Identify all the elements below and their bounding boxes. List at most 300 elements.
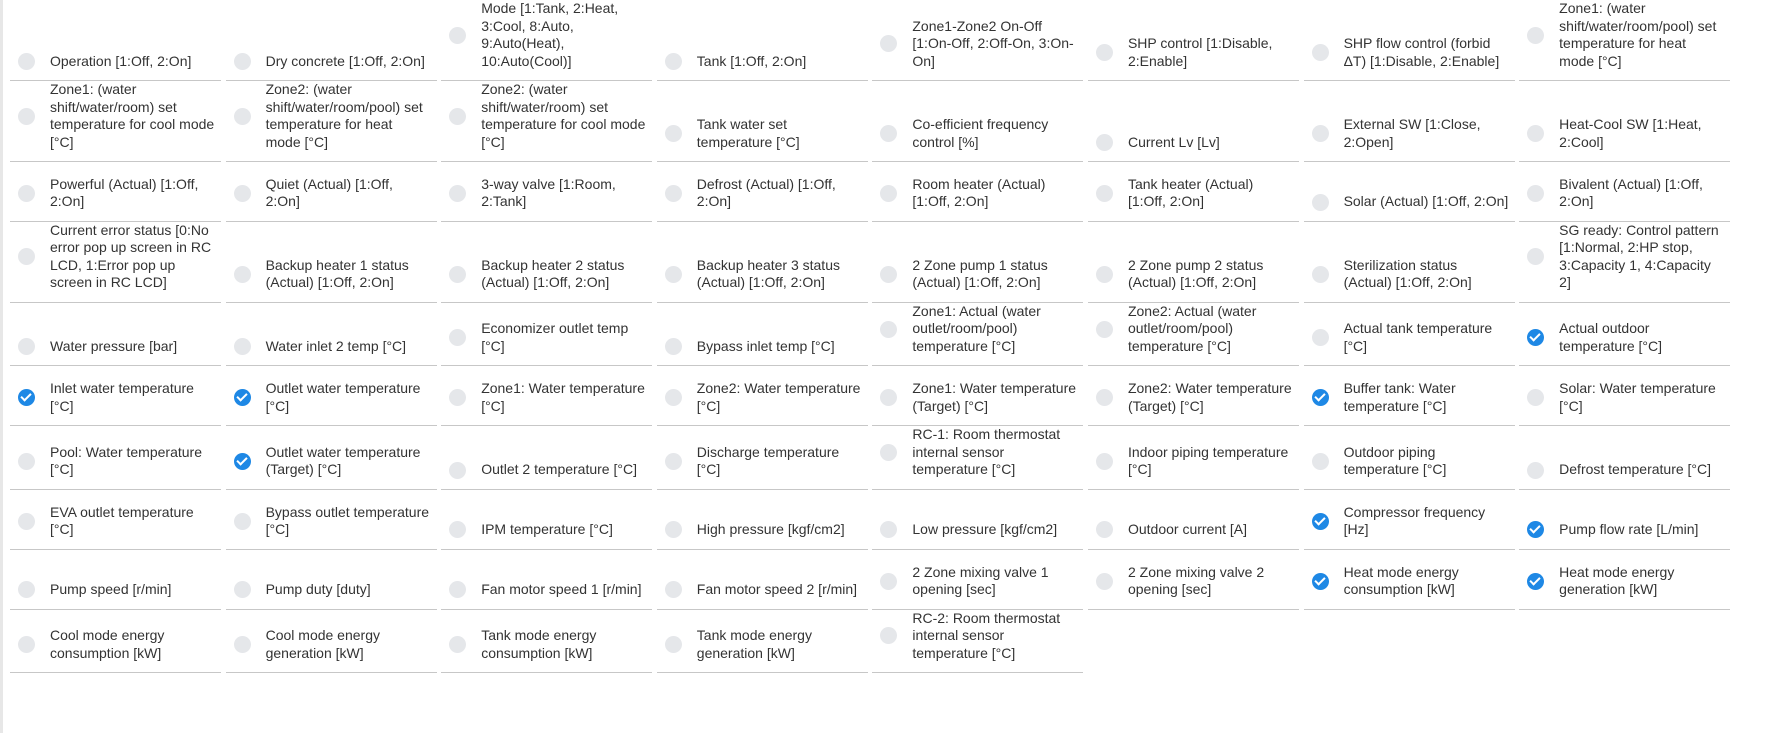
checkbox-option[interactable] xyxy=(10,81,221,162)
checkbox-label: Current Lv [Lv] xyxy=(1127,133,1220,150)
checkbox-row xyxy=(1088,303,1299,356)
checkbox-row xyxy=(657,521,851,539)
checkbox-option[interactable] xyxy=(1519,81,1730,162)
checkbox-option[interactable] xyxy=(441,490,652,550)
checkbox-label: Current error status [0:No error pop up screen in RC LCD, 1:Error pop up screen in RC LCD] xyxy=(50,221,212,291)
checkbox-row xyxy=(441,0,652,70)
unchecked-checkbox-icon[interactable] xyxy=(880,444,897,461)
checkbox-row xyxy=(1088,521,1253,539)
checkbox-row xyxy=(872,303,1083,356)
unchecked-checkbox-icon[interactable] xyxy=(880,35,897,52)
unchecked-checkbox-icon[interactable] xyxy=(1312,44,1329,61)
checkbox-option[interactable] xyxy=(10,303,221,367)
unchecked-checkbox-icon[interactable] xyxy=(234,636,251,653)
unchecked-checkbox-icon[interactable] xyxy=(1096,573,1113,590)
unchecked-checkbox-icon[interactable] xyxy=(665,521,682,538)
checkbox-option[interactable] xyxy=(872,0,1083,81)
checkbox-option[interactable] xyxy=(1304,490,1515,550)
checkbox-label: Fan motor speed 2 [r/min] xyxy=(696,581,858,598)
checkbox-row xyxy=(657,176,868,211)
checkbox-row xyxy=(657,380,868,415)
checkbox-row xyxy=(441,176,652,211)
checkbox-row xyxy=(872,116,1083,151)
checkbox-row xyxy=(441,81,652,151)
checkbox-row xyxy=(226,504,437,539)
checkbox-label: Zone2: Actual (water outlet/room/pool) temperature [°C] xyxy=(1127,302,1257,354)
checkbox-label: IPM temperature [°C] xyxy=(481,521,613,538)
checkbox-option[interactable] xyxy=(1304,222,1515,303)
checkbox-option[interactable] xyxy=(1088,303,1299,367)
checkbox-label: 3-way valve [1:Room, 2:Tank] xyxy=(481,175,616,210)
checkbox-row xyxy=(10,53,197,71)
unchecked-checkbox-icon[interactable] xyxy=(18,108,35,125)
checkbox-label: SHP flow control (forbid ΔT) [1:Disable, 2:Enable] xyxy=(1343,35,1500,69)
checkbox-label: Backup heater 2 status (Actual) [1:Off, 2:On] xyxy=(481,256,625,291)
checkbox-label: Defrost (Actual) [1:Off, 2:On] xyxy=(696,175,836,210)
checkbox-row xyxy=(1088,380,1299,415)
checkbox-label: Outdoor piping temperature [°C] xyxy=(1343,443,1447,478)
checkbox-row xyxy=(441,380,652,415)
checkbox-row xyxy=(872,426,1083,479)
checkbox-row xyxy=(657,581,863,599)
checkbox-row xyxy=(10,81,221,151)
checkbox-label: RC-1: Room thermostat internal sensor temperature [°C] xyxy=(912,426,1061,478)
checkbox-option[interactable] xyxy=(441,162,652,222)
unchecked-checkbox-icon[interactable] xyxy=(449,636,466,653)
checkbox-option[interactable] xyxy=(10,366,221,426)
checkbox-label: Indoor piping temperature [°C] xyxy=(1127,443,1289,478)
checkbox-label: Discharge temperature [°C] xyxy=(696,443,840,478)
unchecked-checkbox-icon[interactable] xyxy=(234,53,251,70)
checkbox-label: Pump duty [duty] xyxy=(265,581,371,598)
checkbox-option[interactable] xyxy=(1088,426,1299,490)
checkbox-option[interactable] xyxy=(657,81,868,162)
checked-checkbox-icon[interactable] xyxy=(1527,521,1544,538)
checkbox-option[interactable] xyxy=(872,490,1083,550)
checkbox-option[interactable] xyxy=(1519,366,1730,426)
checkbox-row xyxy=(1304,564,1515,599)
unchecked-checkbox-icon[interactable] xyxy=(18,53,35,70)
checkbox-row xyxy=(1304,504,1515,539)
checkbox-label: Bivalent (Actual) [1:Off, 2:On] xyxy=(1559,175,1703,210)
checkbox-row xyxy=(1304,116,1515,151)
checkbox-label: RC-2: Room thermostat internal sensor temperature [°C] xyxy=(912,609,1061,661)
checkbox-row xyxy=(10,176,221,211)
checkbox-row xyxy=(872,176,1083,211)
checked-checkbox-icon[interactable] xyxy=(234,389,251,406)
checkbox-label: Cool mode energy generation [kW] xyxy=(265,627,380,661)
checkbox-label: EVA outlet temperature [°C] xyxy=(50,503,194,538)
unchecked-checkbox-icon[interactable] xyxy=(1096,389,1113,406)
checkbox-option[interactable] xyxy=(10,426,221,490)
checkbox-row xyxy=(1088,444,1299,479)
checkbox-row xyxy=(1088,134,1226,152)
checkbox-label: SG ready: Control pattern [1:Normal, 2:HP stop, 3:Capacity 1, 4:Capacity 2] xyxy=(1559,221,1719,291)
checkbox-option[interactable] xyxy=(1088,490,1299,550)
checkbox-row xyxy=(1519,116,1730,151)
checkbox-option[interactable] xyxy=(872,426,1083,490)
unchecked-checkbox-icon[interactable] xyxy=(665,53,682,70)
unchecked-checkbox-icon[interactable] xyxy=(880,389,897,406)
checkbox-label: Zone1: Actual (water outlet/room/pool) temperature [°C] xyxy=(912,302,1041,354)
checkbox-row xyxy=(1088,35,1299,70)
unchecked-checkbox-icon[interactable] xyxy=(880,185,897,202)
checkbox-option[interactable] xyxy=(657,366,868,426)
checkbox-option[interactable] xyxy=(441,81,652,162)
checked-checkbox-icon[interactable] xyxy=(1312,573,1329,590)
unchecked-checkbox-icon[interactable] xyxy=(665,185,682,202)
checkbox-option[interactable] xyxy=(657,222,868,303)
checkbox-row xyxy=(441,581,647,599)
checkbox-row xyxy=(1519,320,1730,355)
checkbox-row xyxy=(1304,380,1515,415)
checkbox-option[interactable] xyxy=(872,303,1083,367)
checkbox-option[interactable] xyxy=(657,550,868,610)
unchecked-checkbox-icon[interactable] xyxy=(18,636,35,653)
checkbox-row xyxy=(226,81,437,151)
checkbox-option[interactable] xyxy=(441,550,652,610)
unchecked-checkbox-icon[interactable] xyxy=(1096,266,1113,283)
checkbox-row xyxy=(872,18,1083,71)
checkbox-label: Tank heater (Actual) [1:Off, 2:On] xyxy=(1127,175,1254,210)
checkbox-row xyxy=(657,627,868,662)
checkbox-label: Tank mode energy generation [kW] xyxy=(696,627,812,661)
unchecked-checkbox-icon[interactable] xyxy=(1096,521,1113,538)
unchecked-checkbox-icon[interactable] xyxy=(665,581,682,598)
checkbox-option[interactable] xyxy=(657,610,868,674)
checkbox-row xyxy=(226,380,437,415)
checkbox-label: Zone2: Water temperature [°C] xyxy=(696,380,861,414)
unchecked-checkbox-icon[interactable] xyxy=(18,513,35,530)
checkbox-row xyxy=(441,521,619,539)
unchecked-checkbox-icon[interactable] xyxy=(1096,321,1113,338)
unchecked-checkbox-icon[interactable] xyxy=(449,389,466,406)
checkbox-label: Water pressure [bar] xyxy=(50,337,178,354)
unchecked-checkbox-icon[interactable] xyxy=(234,581,251,598)
checkbox-option[interactable] xyxy=(1519,303,1730,367)
checkbox-label: Zone2: (water shift/water/room) set temperature for cool mode [°C] xyxy=(481,81,646,150)
checkbox-option[interactable] xyxy=(10,222,221,303)
checkbox-option[interactable] xyxy=(226,610,437,674)
unchecked-checkbox-icon[interactable] xyxy=(665,266,682,283)
checkbox-row xyxy=(441,461,643,479)
unchecked-checkbox-icon[interactable] xyxy=(449,185,466,202)
checkbox-option[interactable] xyxy=(1088,366,1299,426)
checkbox-option[interactable] xyxy=(657,162,868,222)
checkbox-label: Sterilization status (Actual) [1:Off, 2:On] xyxy=(1343,256,1472,291)
checkbox-option[interactable] xyxy=(1519,162,1730,222)
checkbox-option[interactable] xyxy=(441,610,652,674)
checkbox-option[interactable] xyxy=(657,0,868,81)
checkbox-row xyxy=(657,116,868,151)
unchecked-checkbox-icon[interactable] xyxy=(1096,453,1113,470)
checkbox-label: Zone1: Water temperature (Target) [°C] xyxy=(912,380,1077,414)
checkbox-label: 2 Zone mixing valve 2 opening [sec] xyxy=(1127,563,1265,598)
checkbox-row xyxy=(1519,461,1717,479)
unchecked-checkbox-icon[interactable] xyxy=(1096,134,1113,151)
checkbox-option[interactable] xyxy=(226,490,437,550)
checkbox-row xyxy=(657,444,868,479)
checkbox-option[interactable] xyxy=(872,162,1083,222)
checkbox-label: Tank water set temperature [°C] xyxy=(696,116,800,150)
unchecked-checkbox-icon[interactable] xyxy=(1527,389,1544,406)
checkbox-option[interactable] xyxy=(226,303,437,367)
unchecked-checkbox-icon[interactable] xyxy=(449,329,466,346)
unchecked-checkbox-icon[interactable] xyxy=(234,185,251,202)
checkbox-option[interactable] xyxy=(657,303,868,367)
left-divider xyxy=(0,0,3,733)
checkbox-row xyxy=(872,521,1063,539)
checkbox-label: Inlet water temperature [°C] xyxy=(50,380,194,414)
checkbox-option[interactable] xyxy=(441,303,652,367)
unchecked-checkbox-icon[interactable] xyxy=(665,338,682,355)
checked-checkbox-icon[interactable] xyxy=(1527,329,1544,346)
unchecked-checkbox-icon[interactable] xyxy=(1527,125,1544,142)
checkbox-row xyxy=(226,53,431,71)
checkbox-label: 2 Zone mixing valve 1 opening [sec] xyxy=(912,563,1049,598)
checkbox-option[interactable] xyxy=(10,0,221,81)
unchecked-checkbox-icon[interactable] xyxy=(665,389,682,406)
checkbox-label: Backup heater 3 status (Actual) [1:Off, 2:On] xyxy=(696,256,840,291)
checkbox-row xyxy=(10,504,221,539)
checkbox-option[interactable] xyxy=(226,426,437,490)
checkbox-option[interactable] xyxy=(872,222,1083,303)
checkbox-option[interactable] xyxy=(872,550,1083,610)
checkbox-row xyxy=(226,627,437,662)
checkbox-row xyxy=(872,257,1083,292)
unchecked-checkbox-icon[interactable] xyxy=(1312,125,1329,142)
checkbox-option[interactable] xyxy=(1304,162,1515,222)
checkbox-label: Mode [1:Tank, 2:Heat, 3:Cool, 8:Auto, 9:Auto(Heat), 10:Auto(Cool)] xyxy=(481,0,619,69)
checkbox-label: Powerful (Actual) [1:Off, 2:On] xyxy=(50,175,199,210)
checkbox-option[interactable] xyxy=(1088,0,1299,81)
checkbox-option[interactable] xyxy=(10,610,221,674)
checkbox-row xyxy=(441,627,652,662)
checkbox-option[interactable] xyxy=(1519,0,1730,81)
unchecked-checkbox-icon[interactable] xyxy=(18,248,35,265)
checkbox-option[interactable] xyxy=(226,222,437,303)
checkbox-option[interactable] xyxy=(226,550,437,610)
checkbox-option[interactable] xyxy=(10,550,221,610)
checkbox-label: Heat mode energy generation [kW] xyxy=(1559,563,1675,598)
checkbox-row xyxy=(1519,564,1730,599)
unchecked-checkbox-icon[interactable] xyxy=(18,453,35,470)
checkbox-row xyxy=(226,444,437,479)
checkbox-label: Zone1-Zone2 On-Off [1:On-Off, 2:Off-On, 3:On-On] xyxy=(912,17,1074,69)
checkbox-label: Pump speed [r/min] xyxy=(50,581,172,598)
unchecked-checkbox-icon[interactable] xyxy=(234,266,251,283)
unchecked-checkbox-icon[interactable] xyxy=(449,581,466,598)
checkbox-option[interactable] xyxy=(226,81,437,162)
checkbox-option[interactable] xyxy=(1519,490,1730,550)
unchecked-checkbox-icon[interactable] xyxy=(880,627,897,644)
checkbox-label: Heat mode energy consumption [kW] xyxy=(1343,563,1459,598)
checkbox-option[interactable] xyxy=(1088,222,1299,303)
checkbox-label: High pressure [kgf/cm2] xyxy=(696,521,845,538)
unchecked-checkbox-icon[interactable] xyxy=(880,266,897,283)
checkbox-row xyxy=(226,257,437,292)
checkbox-option[interactable] xyxy=(1519,550,1730,610)
unchecked-checkbox-icon[interactable] xyxy=(449,108,466,125)
unchecked-checkbox-icon[interactable] xyxy=(234,108,251,125)
checkbox-label: Outlet water temperature [°C] xyxy=(265,380,421,414)
checkbox-label: Defrost temperature [°C] xyxy=(1559,461,1712,478)
checkbox-label: Fan motor speed 1 [r/min] xyxy=(481,581,642,598)
checkbox-row xyxy=(1519,0,1730,70)
checkbox-label: External SW [1:Close, 2:Open] xyxy=(1343,116,1481,150)
checkbox-label: Pump flow rate [L/min] xyxy=(1559,521,1699,538)
unchecked-checkbox-icon[interactable] xyxy=(1312,453,1329,470)
checkbox-label: Zone1: (water shift/water/room/pool) set temperature for heat mode [°C] xyxy=(1559,0,1717,69)
checkbox-option[interactable] xyxy=(226,0,437,81)
unchecked-checkbox-icon[interactable] xyxy=(449,521,466,538)
checkbox-row xyxy=(1304,35,1515,70)
unchecked-checkbox-icon[interactable] xyxy=(665,125,682,142)
checkbox-row xyxy=(1304,444,1515,479)
checkbox-row xyxy=(1304,257,1515,292)
checkbox-option[interactable] xyxy=(1304,550,1515,610)
checkbox-row xyxy=(1519,222,1730,292)
checkbox-label: Outlet 2 temperature [°C] xyxy=(481,461,637,478)
checkbox-label: 2 Zone pump 1 status (Actual) [1:Off, 2:On] xyxy=(912,256,1048,291)
checkbox-row xyxy=(657,257,868,292)
checkbox-row xyxy=(226,176,437,211)
checked-checkbox-icon[interactable] xyxy=(18,389,35,406)
checkbox-row xyxy=(1519,521,1704,539)
checkbox-option[interactable] xyxy=(10,162,221,222)
unchecked-checkbox-icon[interactable] xyxy=(449,27,466,44)
checkbox-option[interactable] xyxy=(1304,303,1515,367)
checkbox-label: Pool: Water temperature [°C] xyxy=(50,443,202,478)
checkbox-row xyxy=(872,380,1083,415)
unchecked-checkbox-icon[interactable] xyxy=(449,462,466,479)
checkbox-option[interactable] xyxy=(441,222,652,303)
checkbox-label: Outlet water temperature (Target) [°C] xyxy=(265,443,421,478)
checkbox-row xyxy=(226,338,412,356)
checkbox-option[interactable] xyxy=(1519,426,1730,490)
checkbox-option[interactable] xyxy=(1304,366,1515,426)
checkbox-label: Zone1: (water shift/water/room) set temperature for cool mode [°C] xyxy=(50,81,215,150)
checkbox-label: Actual outdoor temperature [°C] xyxy=(1559,320,1663,354)
checkbox-label: Heat-Cool SW [1:Heat, 2:Cool] xyxy=(1559,116,1702,150)
checkbox-option[interactable] xyxy=(657,490,868,550)
checkbox-label: Buffer tank: Water temperature [°C] xyxy=(1343,380,1456,414)
checkbox-row xyxy=(10,627,221,662)
unchecked-checkbox-icon[interactable] xyxy=(665,636,682,653)
checkbox-option[interactable] xyxy=(1088,162,1299,222)
checkbox-label: Operation [1:Off, 2:On] xyxy=(50,52,192,69)
unchecked-checkbox-icon[interactable] xyxy=(1312,329,1329,346)
checkbox-label: Economizer outlet temp [°C] xyxy=(481,320,629,354)
checkbox-label: Solar: Water temperature [°C] xyxy=(1559,380,1716,414)
unchecked-checkbox-icon[interactable] xyxy=(234,513,251,530)
checkbox-option[interactable] xyxy=(441,0,652,81)
checked-checkbox-icon[interactable] xyxy=(1527,573,1544,590)
checkbox-option[interactable] xyxy=(226,366,437,426)
unchecked-checkbox-icon[interactable] xyxy=(1096,44,1113,61)
checkbox-row xyxy=(872,610,1083,663)
unchecked-checkbox-icon[interactable] xyxy=(1527,27,1544,44)
unchecked-checkbox-icon[interactable] xyxy=(1527,185,1544,202)
checkbox-row xyxy=(10,380,221,415)
unchecked-checkbox-icon[interactable] xyxy=(449,266,466,283)
unchecked-checkbox-icon[interactable] xyxy=(1312,266,1329,283)
checkbox-option[interactable] xyxy=(441,426,652,490)
checkbox-option[interactable] xyxy=(657,426,868,490)
checkbox-row xyxy=(226,581,377,599)
checkbox-option[interactable] xyxy=(441,366,652,426)
checkbox-option[interactable] xyxy=(10,490,221,550)
checkbox-row xyxy=(872,564,1083,599)
checkbox-label: Co-efficient frequency control [%] xyxy=(912,116,1049,150)
checkbox-row xyxy=(657,53,812,71)
unchecked-checkbox-icon[interactable] xyxy=(234,338,251,355)
checkbox-row xyxy=(1519,380,1730,415)
checked-checkbox-icon[interactable] xyxy=(1312,389,1329,406)
checkbox-label: Backup heater 1 status (Actual) [1:Off, 2:On] xyxy=(265,256,409,291)
unchecked-checkbox-icon[interactable] xyxy=(665,453,682,470)
checkbox-row xyxy=(1088,176,1299,211)
unchecked-checkbox-icon[interactable] xyxy=(880,125,897,142)
checkbox-label: Actual tank temperature [°C] xyxy=(1343,320,1493,354)
checkbox-row xyxy=(441,257,652,292)
unchecked-checkbox-icon[interactable] xyxy=(18,581,35,598)
checkbox-row xyxy=(441,320,652,355)
checkbox-option[interactable] xyxy=(1088,550,1299,610)
checkbox-option[interactable] xyxy=(872,610,1083,674)
checkbox-option[interactable] xyxy=(872,366,1083,426)
checkbox-label: Cool mode energy consumption [kW] xyxy=(50,627,165,661)
unchecked-checkbox-icon[interactable] xyxy=(18,185,35,202)
unchecked-checkbox-icon[interactable] xyxy=(880,321,897,338)
checkbox-row xyxy=(10,581,177,599)
checkbox-label: Low pressure [kgf/cm2] xyxy=(912,521,1058,538)
checkbox-row xyxy=(10,222,221,292)
checked-checkbox-icon[interactable] xyxy=(1312,513,1329,530)
checkbox-label: Zone1: Water temperature [°C] xyxy=(481,380,645,414)
checkbox-label: Bypass inlet temp [°C] xyxy=(696,337,835,354)
checkbox-option[interactable] xyxy=(1519,222,1730,303)
checked-checkbox-icon[interactable] xyxy=(234,453,251,470)
checkbox-option[interactable] xyxy=(1088,81,1299,162)
checkbox-row xyxy=(1088,257,1299,292)
checkbox-label: Tank mode energy consumption [kW] xyxy=(481,627,597,661)
checkbox-label: Compressor frequency [Hz] xyxy=(1343,503,1486,538)
checkbox-label: Dry concrete [1:Off, 2:On] xyxy=(265,52,425,69)
unchecked-checkbox-icon[interactable] xyxy=(1527,462,1544,479)
checkbox-grid xyxy=(10,0,1727,733)
checkbox-option[interactable] xyxy=(1304,426,1515,490)
unchecked-checkbox-icon[interactable] xyxy=(1312,194,1329,211)
checkbox-label: Quiet (Actual) [1:Off, 2:On] xyxy=(265,175,393,210)
unchecked-checkbox-icon[interactable] xyxy=(1527,248,1544,265)
unchecked-checkbox-icon[interactable] xyxy=(880,521,897,538)
checkbox-label: Zone2: (water shift/water/room/pool) set temperature for heat mode [°C] xyxy=(265,81,423,150)
checkbox-option[interactable] xyxy=(1304,0,1515,81)
checkbox-row xyxy=(1088,564,1299,599)
checkbox-option[interactable] xyxy=(226,162,437,222)
checkbox-label: SHP control [1:Disable, 2:Enable] xyxy=(1127,35,1273,69)
unchecked-checkbox-icon[interactable] xyxy=(1096,185,1113,202)
unchecked-checkbox-icon[interactable] xyxy=(880,573,897,590)
checkbox-row xyxy=(10,444,221,479)
checkbox-label: Water inlet 2 temp [°C] xyxy=(265,337,407,354)
checkbox-option[interactable] xyxy=(872,81,1083,162)
checkbox-row xyxy=(10,338,183,356)
checkbox-label: 2 Zone pump 2 status (Actual) [1:Off, 2:On] xyxy=(1127,256,1264,291)
checkbox-option[interactable] xyxy=(1304,81,1515,162)
unchecked-checkbox-icon[interactable] xyxy=(18,338,35,355)
